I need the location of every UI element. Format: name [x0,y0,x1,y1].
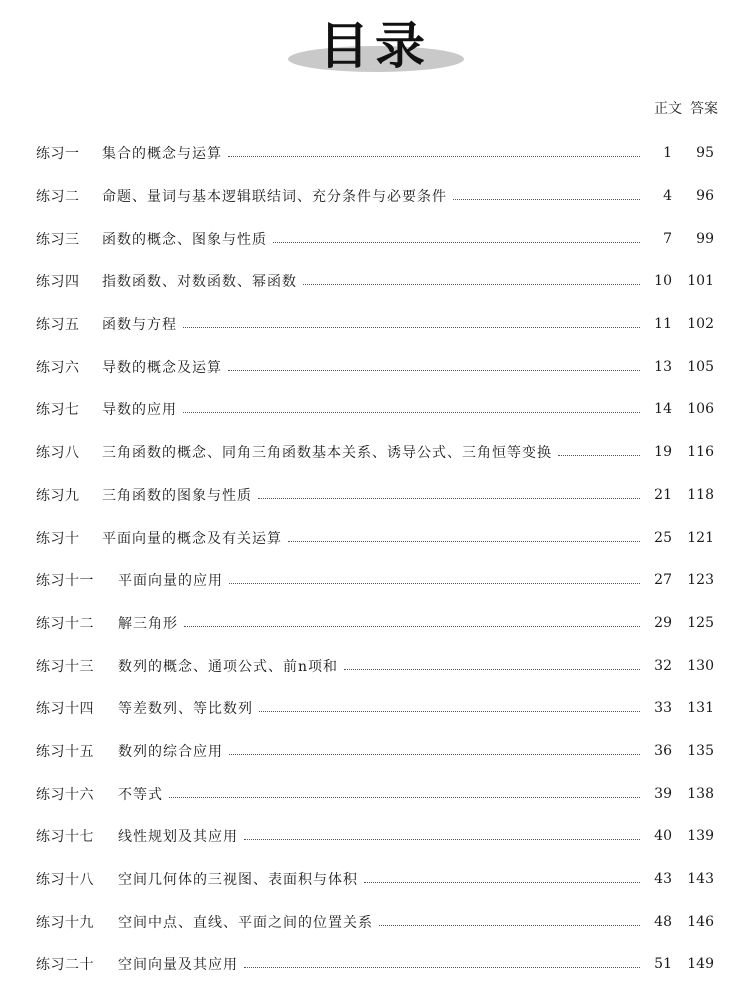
toc-entry-topic: 平面向量的应用 [118,573,223,590]
toc-entry-topic: 空间中点、直线、平面之间的位置关系 [118,914,373,931]
toc-entry-topic: 导数的应用 [102,402,177,419]
toc-entry-page: 7 [663,230,672,247]
toc-entry-topic: 数列的综合应用 [118,743,223,760]
toc-entry[interactable] [36,559,714,602]
toc-entry[interactable] [36,602,714,645]
dot-leader [379,924,640,926]
toc-entry-label: 练习二十 [36,957,94,974]
toc-entry-topic: 三角函数的概念、同角三角函数基本关系、诱导公式、三角恒等变换 [102,445,552,462]
dot-leader [229,582,640,584]
dot-leader [169,796,640,798]
toc-entry[interactable] [36,345,714,388]
toc-entry-label: 练习十七 [36,829,94,846]
toc-entry-topic: 指数函数、对数函数、幂函数 [102,274,297,291]
toc-entry-answer-page: 135 [687,742,714,759]
toc-entry-label: 练习十二 [36,615,94,632]
toc-entry-page: 40 [654,828,672,845]
toc-entry[interactable] [36,303,714,346]
toc-entry-answer-page: 96 [696,188,714,205]
toc-entry-page: 4 [663,188,672,205]
toc-entry-answer-page: 130 [687,657,714,674]
toc-entry-answer-page: 101 [687,273,714,290]
toc-entry-topic: 空间几何体的三视图、表面积与体积 [118,872,358,889]
toc-entry-answer-page: 99 [696,230,714,247]
toc-entry[interactable] [36,943,714,986]
toc-entry[interactable] [36,175,714,218]
column-header-body: 正文 [654,101,682,117]
toc-entry-answer-page: 106 [687,401,714,418]
toc-entry-page: 29 [654,614,672,631]
toc-entry-page: 25 [654,529,672,546]
dot-leader [344,668,640,670]
toc-entry[interactable] [36,132,714,175]
toc-entry-page: 43 [654,871,672,888]
dot-leader [244,966,640,968]
toc-entry[interactable] [36,730,714,773]
toc-entry-topic: 不等式 [118,786,163,803]
toc-entry[interactable] [36,474,714,517]
toc-entry[interactable] [36,260,714,303]
dot-leader [228,155,640,157]
toc-entry-answer-page: 121 [687,529,714,546]
toc-entry-label: 练习二 [36,189,80,206]
toc-entry-page: 48 [654,913,672,930]
toc-entry-answer-page: 102 [687,316,714,333]
toc-entry-topic: 函数与方程 [102,317,177,334]
toc-entry-page: 13 [654,358,672,375]
toc-entry-answer-page: 143 [687,871,714,888]
dot-leader [558,454,640,456]
toc-entry-page: 1 [663,145,672,162]
dot-leader [228,369,640,371]
toc-entry[interactable] [36,516,714,559]
toc-entry-page: 32 [654,657,672,674]
column-header-answer: 答案 [690,101,718,117]
toc-entry-label: 练习三 [36,231,80,248]
toc-entry-answer-page: 139 [687,828,714,845]
toc-entry-label: 练习一 [36,146,80,163]
toc-entry-label: 练习七 [36,402,80,419]
toc-entry-answer-page: 105 [687,358,714,375]
page-title: 目录 [319,17,431,75]
toc-entry-label: 练习十六 [36,786,94,803]
toc-entry-label: 练习十九 [36,914,94,931]
toc-entry-label: 练习四 [36,274,80,291]
dot-leader [364,881,640,883]
dot-leader [453,198,640,200]
toc-entry[interactable] [36,388,714,431]
toc-entry[interactable] [36,217,714,260]
toc-entry-label: 练习十 [36,530,80,547]
toc-entry-page: 51 [654,956,672,973]
toc-entry-label: 练习六 [36,359,80,376]
dot-leader [229,753,640,755]
toc-entry-label: 练习十四 [36,701,94,718]
toc-entry[interactable] [36,858,714,901]
toc-entry[interactable] [36,687,714,730]
toc-entry-label: 练习十八 [36,872,94,889]
toc-entry[interactable] [36,644,714,687]
toc-entry-label: 练习十五 [36,743,94,760]
toc-entry-answer-page: 116 [687,444,714,461]
toc-entry-page: 14 [654,401,672,418]
toc-entry-page: 33 [654,700,672,717]
title-area [0,0,750,80]
toc-entry-topic: 导数的概念及运算 [102,359,222,376]
toc-entry-topic: 平面向量的概念及有关运算 [102,530,282,547]
toc-entry[interactable] [36,815,714,858]
dot-leader [183,326,640,328]
toc-entry-topic: 数列的概念、通项公式、前n项和 [118,658,339,675]
toc-entry-page: 21 [654,486,672,503]
dot-leader [259,710,640,712]
toc-entry-page: 36 [654,742,672,759]
toc-entry-page: 27 [654,572,672,589]
toc-entry-answer-page: 123 [687,572,714,589]
dot-leader [184,625,640,627]
toc-entry-answer-page: 146 [687,913,714,930]
toc-entry[interactable] [36,772,714,815]
toc-entry-page: 39 [654,785,672,802]
toc-entry-topic: 等差数列、等比数列 [118,701,253,718]
toc-entry-topic: 集合的概念与运算 [102,146,222,163]
toc-entry-answer-page: 149 [687,956,714,973]
toc-entry[interactable] [36,900,714,943]
toc-entry-page: 19 [654,444,672,461]
toc-entry-label: 练习十三 [36,658,94,675]
toc-entry-answer-page: 125 [687,614,714,631]
toc-entry-topic: 空间向量及其应用 [118,957,238,974]
dot-leader [303,283,640,285]
toc-entry-answer-page: 95 [696,145,714,162]
toc-entry-topic: 函数的概念、图象与性质 [102,231,267,248]
toc-entry-label: 练习九 [36,487,80,504]
dot-leader [244,838,640,840]
toc-entry-topic: 解三角形 [118,615,178,632]
dot-leader [288,540,640,542]
toc-entry-label: 练习五 [36,317,80,334]
toc-entry-topic: 三角函数的图象与性质 [102,487,252,504]
toc-entry-topic: 线性规划及其应用 [118,829,238,846]
toc-entry-label: 练习十一 [36,573,94,590]
toc-entry-answer-page: 118 [687,486,714,503]
dot-leader [258,497,640,499]
toc-entry-answer-page: 131 [687,700,714,717]
column-headers [646,98,718,118]
toc-entry-page: 10 [654,273,672,290]
toc-entry[interactable] [36,431,714,474]
dot-leader [273,241,640,243]
dot-leader [183,411,640,413]
toc-entry-answer-page: 138 [687,785,714,802]
toc-entry-topic: 命题、量词与基本逻辑联结词、充分条件与必要条件 [102,189,447,206]
toc-entry-label: 练习八 [36,445,80,462]
toc-entry-page: 11 [654,316,672,333]
table-of-contents [36,132,714,986]
